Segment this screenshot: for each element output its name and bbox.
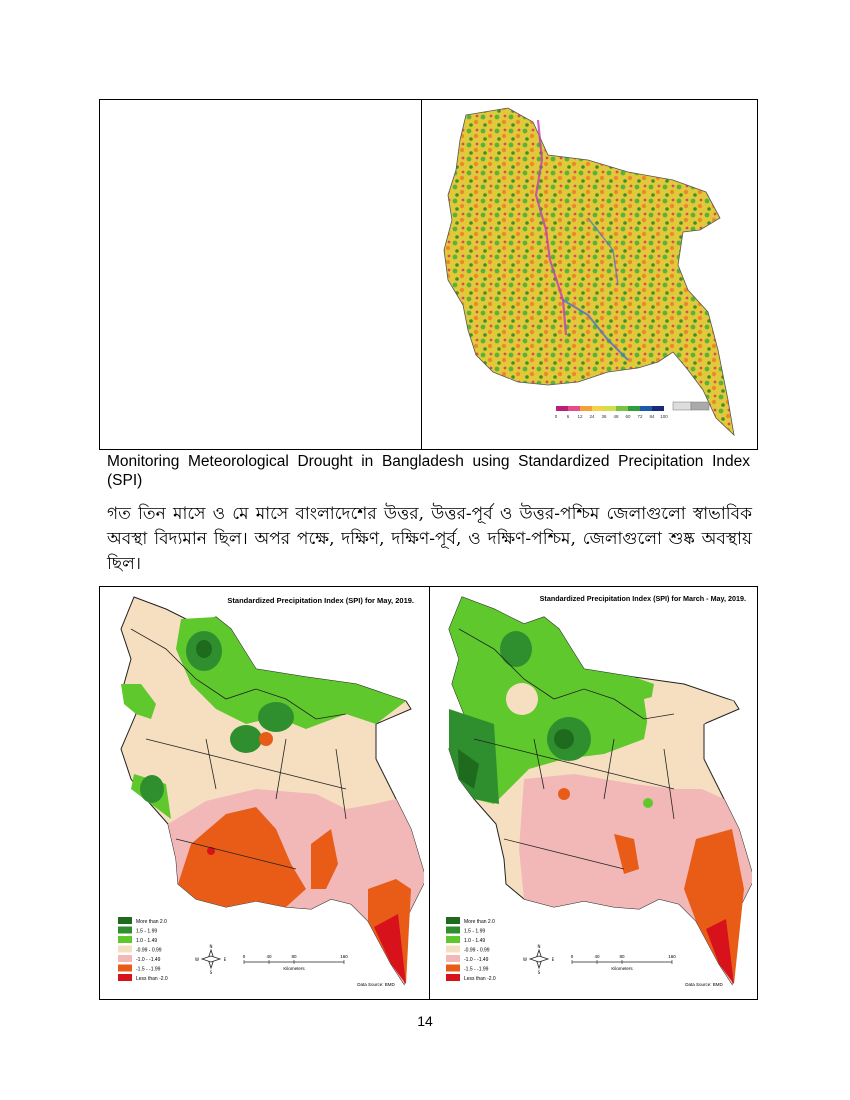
legend-label: -1.0 - -1.49 xyxy=(464,957,489,963)
legend-swatch xyxy=(446,936,460,943)
legend-item xyxy=(446,936,485,944)
svg-text:W: W xyxy=(195,957,199,962)
scale-tick-label: 40 xyxy=(266,954,272,959)
legend-label: -1.5 - -1.99 xyxy=(464,966,489,973)
scale-tick-label: 80 xyxy=(291,954,297,959)
scale-tick-label: 160 xyxy=(340,954,348,959)
map-title: Standardized Precipitation Index (SPI) for May, 2019. xyxy=(227,596,414,605)
spi-map-may xyxy=(106,589,424,997)
data-source-label: Data Source: BMD xyxy=(357,982,395,987)
legend-label: More than 2.0 xyxy=(136,919,167,925)
colorbar-tick-label: 48 xyxy=(613,414,619,419)
svg-text:E: E xyxy=(223,957,227,962)
legend-item xyxy=(118,946,162,954)
figure-caption: Monitoring Meteorological Drought in Bangladesh using Standardized Precipitation Index (SPI) xyxy=(107,453,750,489)
legend-swatch xyxy=(446,917,460,924)
legend-label: -1.0 - -1.49 xyxy=(136,957,161,963)
scale-tick-label: 0 xyxy=(242,954,246,959)
colorbar-tick-label: 60 xyxy=(625,414,631,419)
svg-text:S: S xyxy=(209,970,213,975)
legend-swatch xyxy=(446,946,460,953)
legend-swatch xyxy=(118,974,132,981)
data-source-label: Data Source: BMD xyxy=(685,982,723,987)
table-divider xyxy=(429,587,430,999)
page-number: 14 xyxy=(417,1013,433,1029)
table-divider xyxy=(421,100,422,449)
legend-label: 1.5 - 1.99 xyxy=(464,928,486,935)
legend-label: -1.5 - -1.99 xyxy=(136,966,161,973)
legend-swatch xyxy=(118,927,132,934)
legend-item xyxy=(446,955,489,963)
country-shape xyxy=(444,108,734,435)
legend-swatch xyxy=(446,927,460,934)
legend-label: More than 2.0 xyxy=(464,919,495,925)
scale-unit-label: Kilometers xyxy=(283,966,305,971)
svg-text:S: S xyxy=(537,970,541,975)
legend-item xyxy=(446,927,485,935)
legend-item xyxy=(118,936,157,944)
legend-label: 1.0 - 1.49 xyxy=(136,938,158,944)
colorbar-tick-label: 24 xyxy=(589,414,595,419)
scale-tick-label: 40 xyxy=(594,954,600,959)
legend-swatch xyxy=(446,974,460,981)
legend-label: Less than -2.0 xyxy=(136,976,168,982)
scale-unit-label: Kilometers xyxy=(611,966,633,971)
legend-swatch xyxy=(446,965,460,972)
svg-text:N: N xyxy=(537,944,541,949)
legend-swatch xyxy=(446,955,460,962)
scale-tick-label: 0 xyxy=(570,954,574,959)
colorbar-tick-label: 100 xyxy=(660,414,668,419)
colorbar-tick-label: 72 xyxy=(637,414,643,419)
legend-swatch xyxy=(118,965,132,972)
legend-label: -0.99 - 0.99 xyxy=(136,947,162,954)
svg-text:E: E xyxy=(551,957,555,962)
legend-item xyxy=(118,927,157,935)
colorbar-tick-label: 84 xyxy=(649,414,655,419)
scale-tick-label: 160 xyxy=(668,954,676,959)
scale-tick-label: 80 xyxy=(619,954,625,959)
legend-item xyxy=(446,965,489,973)
legend-item xyxy=(446,917,495,925)
legend-swatch xyxy=(118,936,132,943)
bangla-paragraph: গত তিন মাসে ও মে মাসে বাংলাদেশের উত্তর, উত্তর-পূর্ব ও উত্তর-পশ্চিম জেলাগুলো স্বাভাবিক অবস্থা বিদ্যমান ছিল। অপর পক্ষে, দক্ষিণ, দক্ষিণ-পূর্ব, ও দক্ষিণ-পশ্চিম, জেলাগুলো শুষ্ক অবস্থায় ছিল। xyxy=(107,504,752,574)
legend-swatch xyxy=(118,946,132,953)
svg-text:N: N xyxy=(209,944,213,949)
legend-item xyxy=(118,974,168,982)
legend-item xyxy=(446,974,496,982)
legend-item xyxy=(118,965,161,973)
legend-swatch xyxy=(118,955,132,962)
colorbar-tick-label: 0 xyxy=(554,414,558,419)
legend-item xyxy=(118,955,161,963)
spi-figure-table xyxy=(99,586,758,1000)
legend-label: 1.5 - 1.99 xyxy=(136,928,158,935)
legend-item xyxy=(446,946,490,954)
legend-item xyxy=(118,917,167,925)
top-figure-table xyxy=(99,99,758,450)
svg-text:W: W xyxy=(523,957,527,962)
colorbar-tick-label: 36 xyxy=(601,414,607,419)
top-map-colorbar xyxy=(556,402,709,411)
colorbar-tick-label: 6 xyxy=(566,414,570,419)
colorbar-tick-label: 12 xyxy=(577,414,583,419)
legend-swatch xyxy=(118,917,132,924)
bangladesh-vegetation-map xyxy=(438,100,738,440)
legend-label: 1.0 - 1.49 xyxy=(464,938,486,944)
top-map-colorbar-labels xyxy=(555,414,669,419)
map-title: Standardized Precipitation Index (SPI) for March - May, 2019. xyxy=(539,594,746,603)
spi-map-march-may xyxy=(434,589,752,997)
legend-label: -0.99 - 0.99 xyxy=(464,947,490,954)
legend-label: Less than -2.0 xyxy=(464,976,496,982)
